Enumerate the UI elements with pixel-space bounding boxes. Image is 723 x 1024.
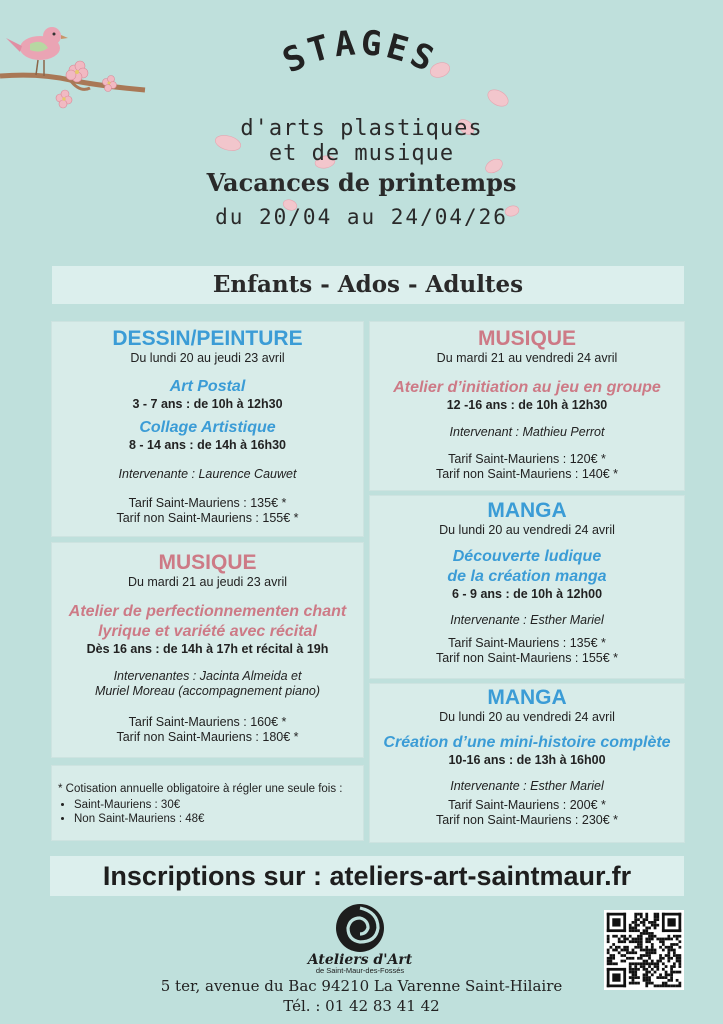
page-title: [200, 18, 520, 128]
list-item: • Saint-Mauriens : 30€: [74, 798, 363, 812]
logo-subtitle: de Saint-Maur-des-Fossés: [315, 966, 405, 975]
activity-title: Collage Artistique: [139, 419, 276, 436]
tarif: Tarif Saint-Mauriens : 200€ *: [448, 798, 606, 812]
tarif: Tarif Saint-Mauriens : 120€ *: [448, 452, 606, 466]
card-dates: Du lundi 20 au jeudi 23 avril: [130, 351, 285, 365]
card-musique-groupe: [370, 322, 684, 490]
date-range: du 20/04 au 24/04/26: [215, 205, 508, 229]
subtitle-line-2: et de musique: [268, 141, 455, 166]
card-title: MUSIQUE: [477, 327, 576, 350]
card-dates: Du lundi 20 au vendredi 24 avril: [439, 710, 615, 724]
card-dates: Du mardi 21 au vendredi 24 avril: [436, 351, 618, 365]
activity-title: Découverte ludique: [452, 548, 602, 565]
card-title: MANGA: [487, 686, 567, 709]
activity-time: 8 - 14 ans : de 14h à 16h30: [128, 438, 287, 452]
card-manga-decouverte: [370, 496, 684, 678]
tarif: Tarif non Saint-Mauriens : 155€ *: [116, 511, 299, 525]
tarif: Tarif Saint-Mauriens : 135€ *: [128, 496, 287, 510]
card-dates: Du mardi 21 au jeudi 23 avril: [127, 575, 288, 589]
card-dates: Du lundi 20 au vendredi 24 avril: [439, 523, 615, 537]
intervenant: Intervenante : Esther Mariel: [450, 613, 604, 627]
activity-title: Atelier de perfectionnementen chant: [68, 603, 347, 620]
intervenant: Intervenantes : Jacinta Almeida et: [113, 669, 302, 683]
inscriptions-banner[interactable]: Inscriptions sur : ateliers-art-saintmaur.fr: [50, 856, 684, 896]
tarif: Tarif Saint-Mauriens : 160€ *: [128, 715, 287, 729]
intervenant: Intervenante : Laurence Cauwet: [118, 467, 297, 481]
tarif: Tarif Saint-Mauriens : 135€ *: [448, 636, 606, 650]
cotisation-list: [52, 798, 363, 826]
tarif: Tarif non Saint-Mauriens : 155€ *: [435, 651, 619, 665]
activity-title: de la création manga: [447, 568, 607, 585]
card-manga-mini-histoire: [370, 684, 684, 842]
cotisation-note: [52, 766, 363, 840]
card-dessin-peinture: [52, 322, 363, 536]
atelier-logo-icon: [334, 902, 386, 954]
tarif: Tarif non Saint-Mauriens : 230€ *: [435, 813, 619, 827]
activity-time: 3 - 7 ans : de 10h à 12h30: [132, 397, 283, 411]
qr-code[interactable]: [604, 910, 684, 990]
season-title: Vacances de printemps: [206, 168, 517, 197]
tarif: Tarif non Saint-Mauriens : 180€ *: [116, 730, 299, 744]
svg-text:STAGES: STAGES: [276, 23, 444, 82]
activity-time: Dès 16 ans : de 14h à 17h et récital à 19h: [86, 642, 329, 656]
tarif: Tarif non Saint-Mauriens : 140€ *: [435, 467, 619, 481]
phone: Tél. : 01 42 83 41 42: [283, 997, 440, 1015]
activity-title: Atelier d’initiation au jeu en groupe: [393, 379, 661, 396]
intervenant: Intervenante : Esther Mariel: [450, 779, 604, 793]
activity-title: Création d’une mini-histoire complète: [383, 734, 671, 751]
card-title: DESSIN/PEINTURE: [112, 327, 303, 350]
cotisation-intro: * Cotisation annuelle obligatoire à régler une seule fois :: [58, 783, 343, 795]
qr-code-pattern: [604, 910, 684, 990]
activity-time: 6 - 9 ans : de 10h à 12h00: [451, 587, 603, 601]
activity-title: lyrique et variété avec récital: [98, 623, 317, 640]
activity-time: 12 -16 ans : de 10h à 12h30: [446, 398, 608, 412]
address: 5 ter, avenue du Bac 94210 La Varenne Saint-Hilaire: [160, 977, 563, 995]
list-item: • Non Saint-Mauriens : 48€: [74, 812, 363, 826]
logo-name: Ateliers d'Art: [307, 952, 413, 968]
card-title: MANGA: [487, 499, 567, 522]
intervenant: Intervenant : Mathieu Perrot: [449, 425, 605, 439]
audience-banner: Enfants - Ados - Adultes: [52, 266, 684, 304]
card-title: MUSIQUE: [158, 551, 257, 574]
subtitle-line-1: d'arts plastiques: [240, 116, 483, 141]
activity-title: Art Postal: [169, 378, 246, 395]
activity-time: 10-16 ans : de 13h à 16h00: [448, 753, 606, 767]
card-musique-chant: [52, 543, 363, 757]
intervenant: Muriel Moreau (accompagnement piano): [94, 684, 321, 698]
